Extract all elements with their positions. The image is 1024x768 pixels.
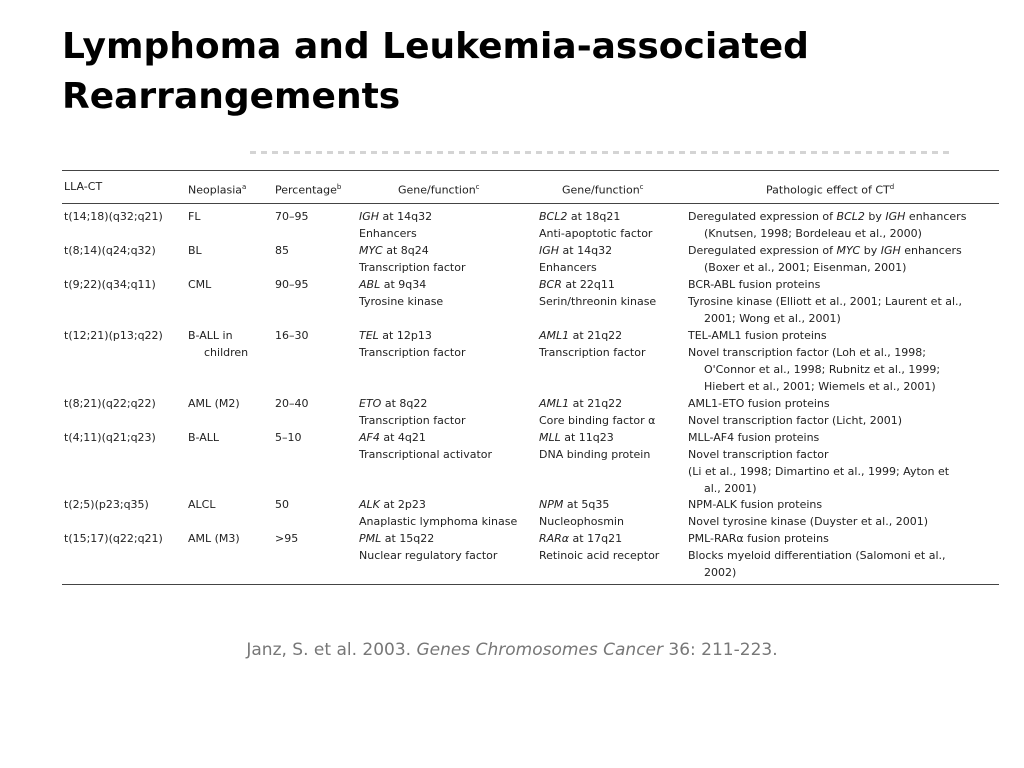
gene1-locus xyxy=(359,429,492,446)
gene1-location: at 12p13 xyxy=(378,329,432,342)
header-llact: LLA-CT xyxy=(64,180,103,193)
effect-line2: Novel transcription factor xyxy=(688,448,829,461)
gene2-location: at 5q35 xyxy=(563,498,610,511)
cell-percentage xyxy=(275,276,309,293)
gene2-locus xyxy=(539,327,645,344)
effect-line1 xyxy=(688,496,928,513)
effect-gene: IGH xyxy=(880,244,901,257)
effect-line2: Novel transcription factor (Loh et al., 1998; xyxy=(688,346,926,359)
cell-llact xyxy=(64,395,156,412)
header-pathologic-effect: Pathologic effect of $CT^d$ xyxy=(766,183,895,197)
effect-gene: BCL2 xyxy=(836,210,865,223)
gene1-locus xyxy=(359,276,443,293)
gene1-function: Enhancers xyxy=(359,227,417,240)
cell-neoplasia xyxy=(188,327,248,361)
gene1-locus xyxy=(359,327,465,344)
cell-gene-function-2 xyxy=(539,395,655,429)
citation-journal: Genes Chromosomes Cancer xyxy=(416,640,663,660)
neoplasia-line1: AML (M3) xyxy=(188,532,240,545)
gene2-locus xyxy=(539,242,612,259)
llact-text: t(14;18)(q32;q21) xyxy=(64,210,163,223)
citation-authors: Janz, S. et al. 2003. xyxy=(246,640,417,660)
slide-title xyxy=(62,22,962,122)
gene2-symbol: RARα xyxy=(539,532,570,545)
gene2-function: Serin/threonin kinase xyxy=(539,295,657,308)
cell-neoplasia xyxy=(188,208,200,225)
effect-line3: 2002) xyxy=(704,566,737,579)
effect-line2: (Boxer et al., 2001; Eisenman, 2001) xyxy=(704,261,907,274)
cell-gene-function-2 xyxy=(539,530,659,564)
cell-gene-function-1 xyxy=(359,208,432,242)
gene1-location: at 14q32 xyxy=(379,210,433,223)
cell-neoplasia xyxy=(188,496,215,513)
effect-line1 xyxy=(688,395,902,412)
cell-llact xyxy=(64,496,149,513)
effect-text: Deregulated expression of xyxy=(688,210,837,223)
citation-rest: 36: 211-223. xyxy=(663,640,778,660)
cell-gene-function-2 xyxy=(539,496,624,530)
cell-pathologic-effect xyxy=(688,276,962,327)
gene2-symbol: AML1 xyxy=(539,329,570,342)
gene1-symbol: AF4 xyxy=(359,431,380,444)
cell-llact xyxy=(64,530,163,547)
cell-neoplasia xyxy=(188,276,211,293)
gene2-symbol: BCL2 xyxy=(539,210,568,223)
effect-line1 xyxy=(688,429,949,446)
effect-gene: MYC xyxy=(836,244,861,257)
cell-gene-function-1 xyxy=(359,496,517,530)
gene2-symbol: MLL xyxy=(539,431,561,444)
cell-gene-function-2 xyxy=(539,242,612,276)
gene2-locus xyxy=(539,429,650,446)
percentage-text: >95 xyxy=(275,532,299,545)
effect-line1 xyxy=(688,208,966,225)
cell-llact xyxy=(64,276,156,293)
cell-percentage xyxy=(275,208,309,225)
cell-gene-function-2 xyxy=(539,429,650,463)
effect-line2: Blocks myeloid differentiation (Salomoni et al., xyxy=(688,549,946,562)
gene2-location: at 17q21 xyxy=(569,532,623,545)
gene1-symbol: ETO xyxy=(359,397,382,410)
gene1-locus xyxy=(359,242,465,259)
neoplasia-line1: B-ALL xyxy=(188,431,220,444)
effect-line2: Tyrosine kinase (Elliott et al., 2001; Laurent et al., xyxy=(688,295,963,308)
effect-text: TEL-AML1 fusion proteins xyxy=(688,329,827,342)
gene2-location: at 21q22 xyxy=(569,397,623,410)
gene2-function: Anti-apoptotic factor xyxy=(539,227,653,240)
neoplasia-line1: FL xyxy=(188,210,201,223)
gene2-function: DNA binding protein xyxy=(539,448,651,461)
cell-pathologic-effect xyxy=(688,208,966,242)
gene2-function: Retinoic acid receptor xyxy=(539,549,660,562)
cell-percentage xyxy=(275,242,289,259)
cell-pathologic-effect xyxy=(688,395,902,429)
header-gene-function-1: Gene/function$^c$ xyxy=(398,183,480,197)
cell-llact xyxy=(64,242,156,259)
effect-line2: (Knutsen, 1998; Bordeleau et al., 2000) xyxy=(704,227,922,240)
cell-gene-function-2 xyxy=(539,327,645,361)
effect-line4: al., 2001) xyxy=(704,482,757,495)
gene2-locus xyxy=(539,530,659,547)
effect-line3: (Li et al., 1998; Dimartino et al., 1999; Ayton et xyxy=(688,465,950,478)
neoplasia-line1: B-ALL in xyxy=(188,329,233,342)
gene1-symbol: MYC xyxy=(359,244,383,257)
llact-text: t(8;21)(q22;q22) xyxy=(64,397,156,410)
effect-line1 xyxy=(688,242,962,259)
effect-line3: O'Connor et al., 1998; Rubnitz et al., 1999; xyxy=(704,363,941,376)
neoplasia-line1: AML (M2) xyxy=(188,397,240,410)
gene1-locus xyxy=(359,208,432,225)
llact-text: t(12;21)(p13;q22) xyxy=(64,329,163,342)
gene2-function: Transcription factor xyxy=(539,346,646,359)
cell-gene-function-1 xyxy=(359,530,497,564)
slide-title-line1: Lymphoma and Leukemia-associated xyxy=(62,26,809,67)
gene1-locus xyxy=(359,530,497,547)
effect-line2: Novel transcription factor (Licht, 2001) xyxy=(688,414,903,427)
gene1-function: Tyrosine kinase xyxy=(359,295,444,308)
cell-gene-function-2 xyxy=(539,276,656,310)
percentage-text: 70–95 xyxy=(275,210,309,223)
gene1-location: at 15q22 xyxy=(381,532,435,545)
cell-gene-function-1 xyxy=(359,327,465,361)
header-neoplasia: Neoplasia$^a$ xyxy=(188,183,247,197)
slide-title-line2: Rearrangements xyxy=(62,76,401,117)
llact-text: t(8;14)(q24;q32) xyxy=(64,244,156,257)
gene2-location: at 18q21 xyxy=(567,210,621,223)
cell-llact xyxy=(64,327,163,344)
gene1-location: at 8q24 xyxy=(382,244,429,257)
gene2-locus xyxy=(539,208,652,225)
gene1-function: Transcription factor xyxy=(359,346,466,359)
gene2-location: at 22q11 xyxy=(561,278,615,291)
effect-line4: Hiebert et al., 2001; Wiemels et al., 2001) xyxy=(704,380,936,393)
cell-neoplasia xyxy=(188,242,202,259)
gene1-symbol: PML xyxy=(359,532,382,545)
cell-llact xyxy=(64,429,156,446)
gene1-symbol: ABL xyxy=(359,278,381,291)
percentage-text: 5–10 xyxy=(275,431,302,444)
citation xyxy=(0,640,1024,660)
cell-pathologic-effect xyxy=(688,530,946,581)
gene2-symbol: NPM xyxy=(539,498,564,511)
neoplasia-line1: ALCL xyxy=(188,498,216,511)
gene1-location: at 2p23 xyxy=(379,498,426,511)
cell-llact xyxy=(64,208,163,225)
cell-pathologic-effect xyxy=(688,496,928,530)
neoplasia-line2: children xyxy=(204,346,249,359)
effect-text: NPM-ALK fusion proteins xyxy=(688,498,823,511)
gene1-function: Transcriptional activator xyxy=(359,448,493,461)
gene2-symbol: AML1 xyxy=(539,397,570,410)
gene2-location: at 21q22 xyxy=(569,329,623,342)
cell-percentage xyxy=(275,395,309,412)
gene2-symbol: IGH xyxy=(539,244,560,257)
gene2-function: Enhancers xyxy=(539,261,597,274)
effect-text: enhancers xyxy=(905,210,967,223)
percentage-text: 50 xyxy=(275,498,289,511)
rearrangements-table xyxy=(62,170,999,585)
llact-text: t(9;22)(q34;q11) xyxy=(64,278,156,291)
cell-gene-function-1 xyxy=(359,276,443,310)
effect-text: by xyxy=(864,210,886,223)
effect-text: enhancers xyxy=(900,244,962,257)
effect-line1 xyxy=(688,327,940,344)
cell-gene-function-1 xyxy=(359,242,465,276)
gene1-location: at 8q22 xyxy=(381,397,428,410)
effect-text: MLL-AF4 fusion proteins xyxy=(688,431,820,444)
llact-text: t(2;5)(p23;q35) xyxy=(64,498,149,511)
cell-gene-function-1 xyxy=(359,395,465,429)
header-gene-function-2: Gene/function$^c$ xyxy=(562,183,644,197)
gene2-function: Nucleophosmin xyxy=(539,515,624,528)
gene2-location: at 14q32 xyxy=(559,244,613,257)
effect-gene: IGH xyxy=(885,210,906,223)
percentage-text: 85 xyxy=(275,244,289,257)
gene1-locus xyxy=(359,395,465,412)
neoplasia-line1: BL xyxy=(188,244,202,257)
llact-text: t(15;17)(q22;q21) xyxy=(64,532,163,545)
cell-neoplasia xyxy=(188,530,240,547)
percentage-text: 20–40 xyxy=(275,397,309,410)
gene1-locus xyxy=(359,496,517,513)
percentage-text: 90–95 xyxy=(275,278,309,291)
effect-text: by xyxy=(860,244,881,257)
effect-line3: 2001; Wong et al., 2001) xyxy=(704,312,841,325)
effect-line2: Novel tyrosine kinase (Duyster et al., 2001) xyxy=(688,515,929,528)
percentage-text: 16–30 xyxy=(275,329,309,342)
effect-line1 xyxy=(688,276,962,293)
gene2-locus xyxy=(539,496,624,513)
gene2-symbol: BCR xyxy=(539,278,562,291)
cell-neoplasia xyxy=(188,395,240,412)
gene1-symbol: ALK xyxy=(359,498,380,511)
table-header xyxy=(62,171,999,204)
gene1-location: at 9q34 xyxy=(380,278,427,291)
effect-text: PML-RARα fusion proteins xyxy=(688,532,829,545)
gene1-function: Nuclear regulatory factor xyxy=(359,549,498,562)
gene1-function: Anaplastic lymphoma kinase xyxy=(359,515,518,528)
gene2-locus xyxy=(539,395,655,412)
gene1-function: Transcription factor xyxy=(359,414,466,427)
effect-line1 xyxy=(688,530,946,547)
cell-pathologic-effect xyxy=(688,242,962,276)
cell-pathologic-effect xyxy=(688,327,940,395)
gene2-locus xyxy=(539,276,656,293)
cell-percentage xyxy=(275,530,298,547)
cell-gene-function-2 xyxy=(539,208,652,242)
gene2-function: Core binding factor α xyxy=(539,414,656,427)
cell-pathologic-effect xyxy=(688,429,949,497)
cell-percentage xyxy=(275,496,289,513)
llact-text: t(4;11)(q21;q23) xyxy=(64,431,156,444)
gene2-location: at 11q23 xyxy=(560,431,614,444)
effect-text: Deregulated expression of xyxy=(688,244,837,257)
effect-text: BCR-ABL fusion proteins xyxy=(688,278,821,291)
effect-text: AML1-ETO fusion proteins xyxy=(688,397,830,410)
header-percentage: Percentage$^b$ xyxy=(275,183,342,197)
table-body xyxy=(62,204,999,584)
gene1-function: Transcription factor xyxy=(359,261,466,274)
gene1-symbol: IGH xyxy=(359,210,380,223)
gene1-location: at 4q21 xyxy=(379,431,426,444)
neoplasia-line1: CML xyxy=(188,278,212,291)
cell-neoplasia xyxy=(188,429,219,446)
cell-gene-function-1 xyxy=(359,429,492,463)
cell-percentage xyxy=(275,327,309,344)
cell-percentage xyxy=(275,429,302,446)
gene1-symbol: TEL xyxy=(359,329,379,342)
faint-caption-residue xyxy=(250,151,950,154)
